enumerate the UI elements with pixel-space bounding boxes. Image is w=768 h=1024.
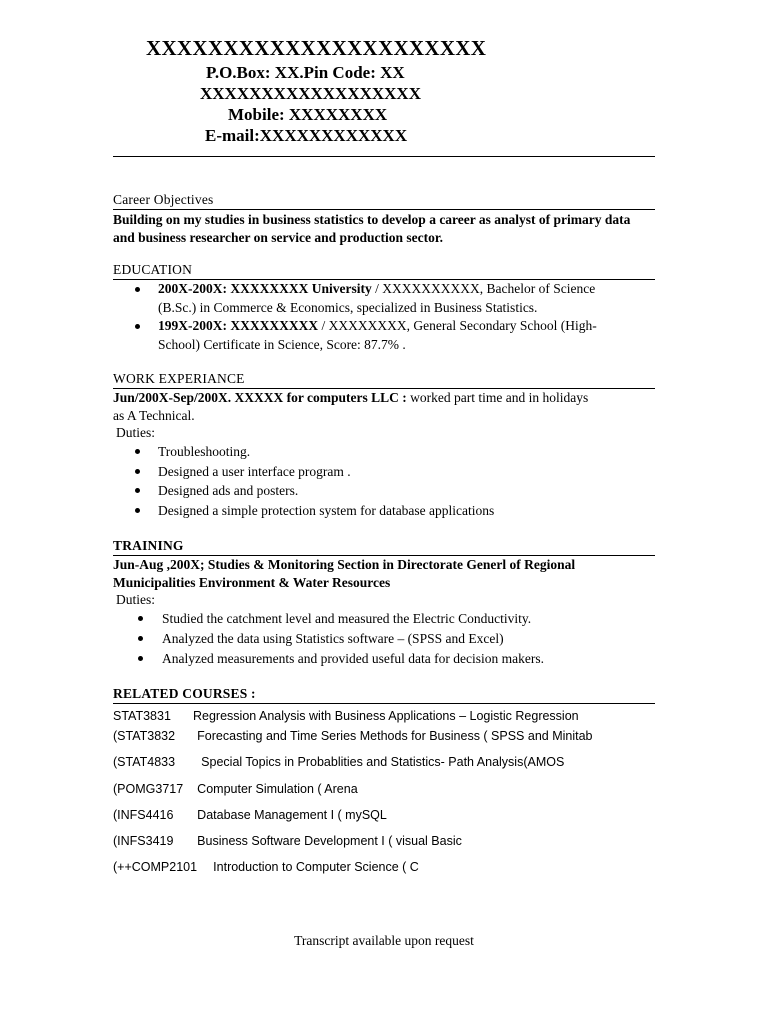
course-desc: Special Topics in Probablities and Statistics- Path Analysis(AMOS <box>201 755 565 769</box>
work-duty-item <box>113 462 655 482</box>
course-code: STAT3831 <box>113 709 171 723</box>
course-desc: Introduction to Computer Science ( C <box>213 860 419 874</box>
education-item-separator: / <box>371 281 383 296</box>
course-item <box>113 782 358 796</box>
training-duty-text: Analyzed the data using Statistics software – (SPSS and Excel) <box>162 631 504 646</box>
training-duties-list <box>113 609 655 669</box>
address-line: XXXXXXXXXXXXXXXXXX <box>200 84 421 103</box>
pobox-line: P.O.Box: XX.Pin Code: XX <box>206 63 405 82</box>
training-section <box>113 538 655 669</box>
work-heading <box>113 389 655 424</box>
course-code: STAT3832 <box>117 729 176 743</box>
course-code: INFS3419 <box>117 834 174 848</box>
work-experience-title: WORK EXPERIANCE <box>113 371 655 389</box>
course-code: ++COMP2101 <box>117 860 198 874</box>
work-duties-list <box>113 442 655 520</box>
work-duty-item <box>113 501 655 521</box>
bullet-icon <box>135 324 140 329</box>
training-title: TRAINING <box>113 538 655 556</box>
course-prefix: ( <box>113 782 118 796</box>
work-duty-text: Designed ads and posters. <box>158 483 299 498</box>
header-divider <box>113 156 655 157</box>
work-duty-text: Designed a user interface program . <box>158 463 351 479</box>
course-item <box>113 860 419 874</box>
course-desc: Database Management I ( mySQL <box>197 808 387 822</box>
course-desc: Regression Analysis with Business Applications – Logistic Regression <box>193 709 579 723</box>
career-objectives-section <box>113 192 655 246</box>
email-line: E-mail:XXXXXXXXXXXX <box>205 126 408 145</box>
course-code: POMG3717 <box>117 782 184 796</box>
training-duty-text: Analyzed measurements and provided useful data for decision makers. <box>162 651 544 666</box>
training-duties-label: Duties: <box>116 592 155 607</box>
training-duty-text: Studied the catchment level and measured the Electric Conductivity. <box>162 611 532 626</box>
bullet-icon <box>135 287 140 292</box>
course-prefix: ( <box>113 834 118 848</box>
education-title: EDUCATION <box>113 262 655 280</box>
work-duty-text: Designed a simple protection system for database applications <box>158 502 495 518</box>
education-item-line1: XXXXXXXXXX, Bachelor of Science <box>382 281 596 296</box>
work-duty-item <box>113 442 655 462</box>
work-heading-employer: Jun/200X-Sep/200X. XXXXX for computers LLC : <box>113 390 407 405</box>
training-heading-line2: Municipalities Environment & Water Resources <box>113 574 391 590</box>
bullet-icon <box>135 449 140 454</box>
course-item <box>113 755 564 769</box>
work-heading-desc: worked part time and in holidays <box>406 390 589 405</box>
bullet-icon <box>138 616 143 621</box>
training-duty-item <box>113 629 655 649</box>
work-heading-role: as A Technical. <box>113 407 195 423</box>
course-desc: Business Software Development I ( visual Basic <box>197 834 462 848</box>
course-item <box>113 834 462 848</box>
education-list <box>113 280 655 354</box>
training-duty-item <box>113 609 655 629</box>
bullet-icon <box>135 488 140 493</box>
training-heading-line1: Jun-Aug ,200X; Studies & Monitoring Section in Directorate Generl of Regional <box>113 557 576 572</box>
course-item <box>113 808 387 822</box>
career-objectives-title: Career Objectives <box>113 192 655 210</box>
work-duty-item <box>113 481 655 501</box>
bullet-icon <box>138 656 143 661</box>
work-duties-label: Duties: <box>116 425 155 440</box>
education-item-separator: / <box>318 318 329 333</box>
related-courses-section <box>113 686 655 704</box>
course-desc: Computer Simulation ( Arena <box>197 782 358 796</box>
education-item-degree: 200X-200X: XXXXXXXX University <box>158 281 372 296</box>
work-experience-section <box>113 371 655 520</box>
course-prefix: ( <box>113 729 118 743</box>
career-objectives-text: Building on my studies in business statistics to develop a career as analyst of primary data and business researcher on service and production sector. <box>113 212 631 245</box>
education-item-line2: (B.Sc.) in Commerce & Economics, specialized in Business Statistics. <box>158 299 538 315</box>
course-prefix: ( <box>113 860 118 874</box>
candidate-name: XXXXXXXXXXXXXXXXXXXXXX <box>146 36 487 60</box>
course-prefix: ( <box>113 755 118 769</box>
related-courses-title: RELATED COURSES : <box>113 686 655 704</box>
education-section <box>113 262 655 354</box>
bullet-icon <box>138 636 143 641</box>
education-item <box>113 317 655 354</box>
education-item-line2: School) Certificate in Science, Score: 87.7% . <box>158 336 406 352</box>
course-item <box>113 709 579 723</box>
training-duty-item <box>113 649 655 669</box>
transcript-note: Transcript available upon request <box>294 933 474 948</box>
course-code: STAT4833 <box>117 755 176 769</box>
bullet-icon <box>135 508 140 513</box>
education-item-line1: XXXXXXXX, General Secondary School (High- <box>328 318 597 333</box>
course-prefix: ( <box>113 808 118 822</box>
education-item <box>113 280 655 317</box>
work-duty-text: Troubleshooting. <box>158 444 251 459</box>
education-item-degree: 199X-200X: XXXXXXXXX <box>158 318 319 333</box>
training-heading <box>113 556 655 591</box>
mobile-line: Mobile: XXXXXXXX <box>228 105 388 124</box>
bullet-icon <box>135 469 140 474</box>
course-item <box>113 729 593 743</box>
course-code: INFS4416 <box>117 808 174 822</box>
course-desc: Forecasting and Time Series Methods for Business ( SPSS and Minitab <box>197 729 593 743</box>
